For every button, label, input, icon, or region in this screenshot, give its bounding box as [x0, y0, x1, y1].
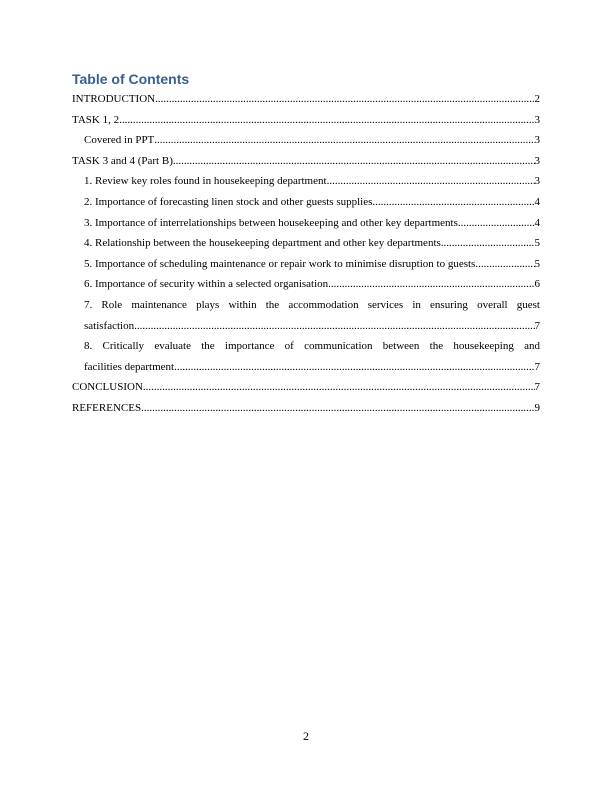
toc-entry-2[interactable] — [72, 192, 540, 213]
toc-entry-page: 5 — [534, 237, 540, 250]
toc-entry-conclusion[interactable] — [72, 377, 540, 398]
toc-entry-5[interactable] — [72, 254, 540, 275]
toc-entry-page: 7 — [534, 319, 540, 332]
toc-entry-page: 9 — [534, 401, 540, 414]
toc-entry-6[interactable] — [72, 274, 540, 295]
toc-entry-8[interactable] — [72, 336, 540, 377]
toc-entry-text: CONCLUSION — [72, 381, 143, 394]
toc-entry-page: 3 — [534, 175, 540, 188]
toc-entry-text-line2: satisfaction — [84, 319, 135, 332]
toc-entry-page: 2 — [534, 93, 540, 105]
toc-leader-dots — [441, 233, 535, 254]
toc-entry-text-line1: 8. Critically evaluate the importance of communication between the housekeeping and — [84, 340, 540, 353]
toc-leader-dots — [174, 357, 534, 378]
toc-entry-page: 4 — [534, 216, 540, 229]
toc-heading: Table of Contents — [72, 71, 190, 87]
toc-entry-1[interactable] — [72, 171, 540, 192]
toc-leader-dots — [458, 213, 535, 234]
toc-entry-7[interactable] — [72, 295, 540, 336]
toc-entry-page: 5 — [534, 257, 540, 270]
toc-entry-introduction[interactable] — [72, 89, 540, 110]
toc-entry-text-line1: 7. Role maintenance plays within the accommodation services in ensuring overall guest — [84, 298, 540, 311]
toc-entry-page: 3 — [534, 113, 540, 126]
toc-entry-text: 5. Importance of scheduling maintenance or repair work to minimise disruption to guests — [84, 257, 476, 270]
toc-entry-page: 4 — [534, 195, 540, 208]
toc-entry-references[interactable] — [72, 398, 540, 419]
toc-leader-dots — [143, 377, 535, 398]
page-number: 2 — [303, 729, 309, 743]
toc-entry-4[interactable] — [72, 233, 540, 254]
toc-entry-text: 3. Importance of interrelationships between housekeeping and other key departments — [84, 216, 458, 229]
toc-leader-dots — [155, 89, 534, 110]
toc-entry-text: INTRODUCTION — [72, 93, 156, 105]
toc-entry-3[interactable] — [72, 213, 540, 234]
toc-entry-text: 4. Relationship between the housekeeping department and other key departments — [84, 237, 441, 250]
toc-entry-page: 3 — [534, 154, 540, 167]
toc-leader-dots — [141, 398, 534, 419]
toc-entry-covered-in-ppt[interactable] — [72, 130, 540, 151]
toc-leader-dots — [134, 316, 534, 337]
toc-leader-dots — [328, 274, 534, 295]
toc-entry-page: 3 — [534, 134, 540, 147]
toc-entry-page: 7 — [534, 360, 540, 373]
toc-entry-page: 6 — [534, 278, 540, 291]
toc-leader-dots — [327, 171, 535, 192]
toc-entry-text: REFERENCES — [72, 401, 142, 414]
toc-leader-dots — [475, 254, 534, 275]
table-of-contents — [72, 89, 540, 419]
toc-entry-text: TASK 1, 2 — [72, 113, 120, 126]
toc-entry-text: 2. Importance of forecasting linen stock and other guests supplies — [84, 195, 373, 208]
toc-leader-dots — [372, 192, 534, 213]
toc-entry-task-3-4[interactable] — [72, 151, 540, 172]
toc-leader-dots — [154, 130, 534, 151]
toc-entry-text: Covered in PPT — [84, 134, 155, 147]
toc-leader-dots — [119, 110, 534, 131]
toc-entry-text: 1. Review key roles found in housekeeping department — [84, 175, 327, 188]
toc-entry-text: TASK 3 and 4 (Part B) — [72, 154, 173, 167]
toc-entry-task-1-2[interactable] — [72, 110, 540, 131]
toc-entry-text: 6. Importance of security within a selected organisation — [84, 278, 329, 291]
toc-entry-text-line2: facilities department — [84, 360, 175, 373]
toc-entry-page: 7 — [534, 381, 540, 394]
toc-leader-dots — [173, 151, 535, 172]
